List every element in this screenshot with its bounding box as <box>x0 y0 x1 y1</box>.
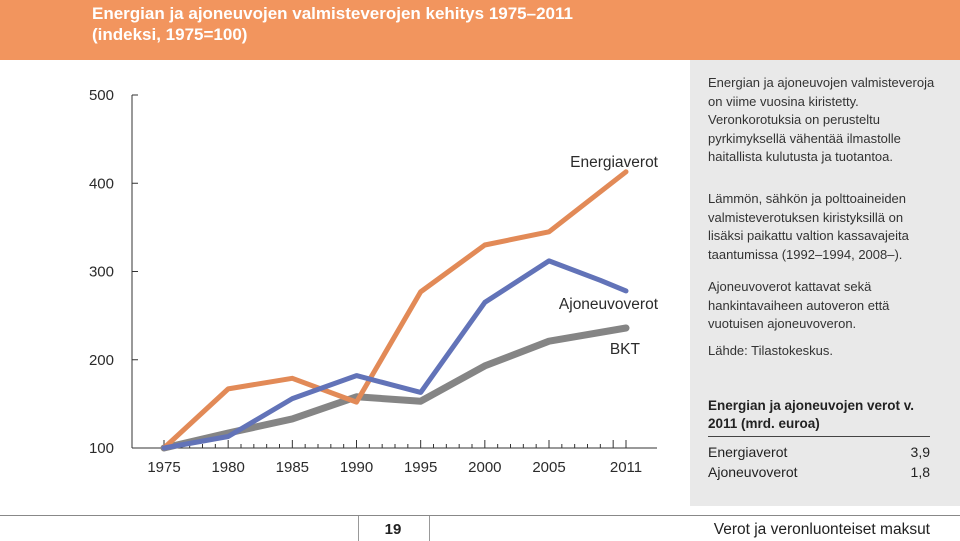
tax-table-row <box>708 464 930 480</box>
x-tick-label: 1995 <box>403 459 438 476</box>
page-number: 19 <box>384 521 402 538</box>
tax-table-row-label: Energiaverot <box>708 444 788 460</box>
y-tick-label: 100 <box>88 440 114 457</box>
footer-divider <box>0 515 960 516</box>
info-paragraph-3: Ajoneuvoverot kattavat sekä hankintavaiheen autoveron että vuotuisen ajoneuvoveron. <box>708 279 890 331</box>
tax-table-row-value: 3,9 <box>910 444 930 460</box>
series-label: Ajoneuvoverot <box>558 296 658 313</box>
y-axis-labels <box>89 87 114 457</box>
y-tick-label: 500 <box>88 87 114 104</box>
x-tick-label: 1975 <box>147 459 181 476</box>
x-tick-label: 2000 <box>468 459 502 476</box>
x-tick-label: 2011 <box>609 459 643 476</box>
y-tick-label: 400 <box>88 175 114 193</box>
info-paragraph-1: Energian ja ajoneuvojen valmisteveroja on viime vuosina kiristetty. Veronkorotuksia on perusteltu pyrkimyksellä vähentää ilmastolle haitallista kulutusta ja tuotantoa. <box>708 75 935 164</box>
info-paragraph-2: Lämmön, sähkön ja polttoaineiden valmisteverotuksen kiristyksillä on lisäksi paikattu valtion kassavajeita taantumissa (1992–1994, 2008–). <box>708 191 909 262</box>
x-axis-labels <box>147 459 642 476</box>
tax-table-row-label: Ajoneuvoverot <box>708 464 798 480</box>
chart-title-line2: (indeksi, 1975=100) <box>92 25 248 44</box>
y-tick-label: 300 <box>88 263 114 281</box>
tax-table-row-value: 1,8 <box>910 464 930 480</box>
tax-table-row <box>708 444 930 460</box>
source-note: Lähde: Tilastokeskus. <box>708 343 834 358</box>
y-tick-label: 200 <box>88 351 114 369</box>
series-label: Energiaverot <box>570 154 658 171</box>
series-lines <box>164 172 626 448</box>
series-line-energiaverot <box>164 172 626 448</box>
x-tick-label: 1985 <box>275 459 310 476</box>
line-chart <box>0 60 690 506</box>
series-label: BKT <box>609 341 640 358</box>
info-sidebar <box>690 60 960 506</box>
x-tick-label: 2005 <box>532 459 566 476</box>
publication-title: Verot ja veronluonteiset maksut <box>713 521 930 538</box>
tax-table-title: Energian ja ajoneuvojen verot v. 2011 (mrd. euroa) <box>708 398 915 431</box>
tax-table-divider <box>708 436 930 437</box>
header-bar <box>0 0 960 60</box>
series-line-ajoneuvoverot <box>164 261 626 448</box>
x-tick-label: 1980 <box>211 459 245 476</box>
chart-title-line1: Energian ja ajoneuvojen valmisteverojen kehitys 1975–2011 <box>92 4 573 23</box>
x-tick-label: 1990 <box>339 459 374 476</box>
